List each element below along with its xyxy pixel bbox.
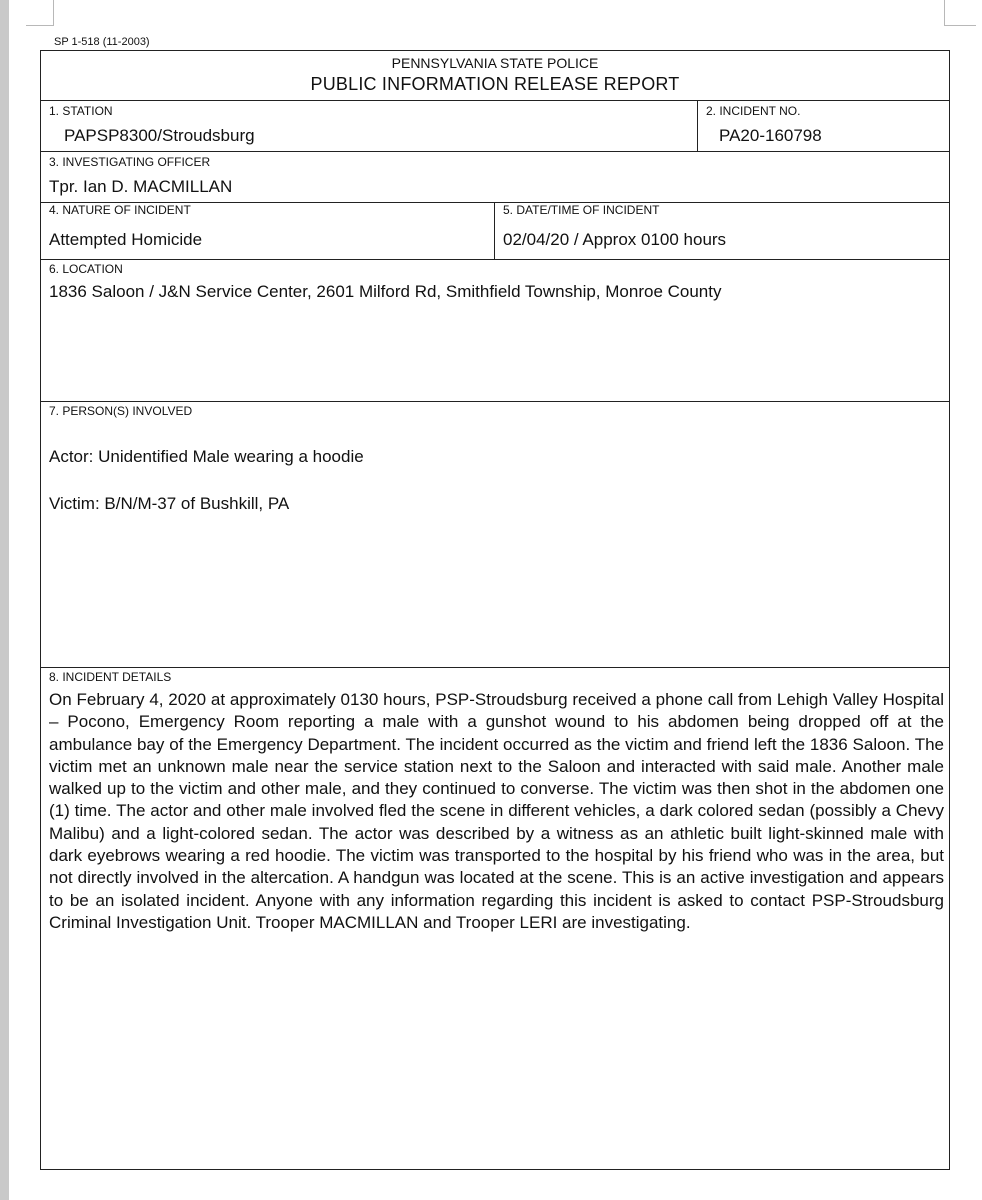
station-label: 1. STATION <box>49 104 113 118</box>
agency-name: PENNSYLVANIA STATE POLICE <box>391 55 599 71</box>
incident-no-label: 2. INCIDENT NO. <box>706 104 801 118</box>
officer-value: Tpr. Ian D. MACMILLAN <box>49 177 233 196</box>
station-value: PAPSP8300/Stroudsburg <box>64 126 255 145</box>
datetime-value: 02/04/20 / Approx 0100 hours <box>503 230 727 249</box>
actor-value: Actor: Unidentified Male wearing a hoodie <box>49 447 364 466</box>
location-box <box>40 259 950 402</box>
report-title: PUBLIC INFORMATION RELEASE REPORT <box>310 74 680 94</box>
incident-no-value: PA20-160798 <box>719 126 822 145</box>
incident-details-text: On February 4, 2020 at approximately 0130 hours, PSP-Stroudsburg received a phone call from Lehigh Valley Hospital – Pocono, Emergency Room reporting a male with a gunshot wound to his abdomen being dropped off at the ambulance bay of the Emergency Department. The incident occurred as the victim and friend left the 1836 Saloon. The victim met an unknown male near the service station next to the Saloon and interacted with said male. Another male walked up to the victim and other male, and they continued to converse. The victim was then shot in the abdomen one (1) time. The actor and other male involved fled the scene in different vehicles, a dark colored sedan (possibly a Chevy Malibu) and a light-colored sedan. The actor was described by a witness as an athletic built light-skinned male with dark eyebrows wearing a red hoodie. The victim was transported to the hospital by his friend who was in the area, but not directly involved in the altercation. A handgun was located at the scene. This is an active investigation and appears to be an isolated incident. Anyone with any information regarding this incident is asked to contact PSP-Stroudsburg Criminal Investigation Unit. Trooper MACMILLAN and Trooper LERI are investigating. <box>49 690 944 932</box>
datetime-label: 5. DATE/TIME OF INCIDENT <box>503 203 660 217</box>
victim-value: Victim: B/N/M-37 of Bushkill, PA <box>49 494 290 513</box>
page-edge-bar <box>0 0 9 1200</box>
crop-mark-top-left <box>53 0 54 25</box>
form-code: SP 1-518 (11-2003) <box>54 36 150 48</box>
nature-value: Attempted Homicide <box>49 230 203 249</box>
crop-mark-top-left-h <box>26 25 54 26</box>
officer-label: 3. INVESTIGATING OFFICER <box>49 155 211 169</box>
location-value: 1836 Saloon / J&N Service Center, 2601 Milford Rd, Smithfield Township, Monroe County <box>49 282 722 301</box>
crop-mark-top-right-h <box>944 25 976 26</box>
details-label: 8. INCIDENT DETAILS <box>49 670 172 684</box>
persons-label: 7. PERSON(S) INVOLVED <box>49 404 193 418</box>
crop-mark-top-right <box>944 0 945 25</box>
nature-label: 4. NATURE OF INCIDENT <box>49 203 191 217</box>
location-label: 6. LOCATION <box>49 262 123 276</box>
persons-box <box>40 401 950 668</box>
